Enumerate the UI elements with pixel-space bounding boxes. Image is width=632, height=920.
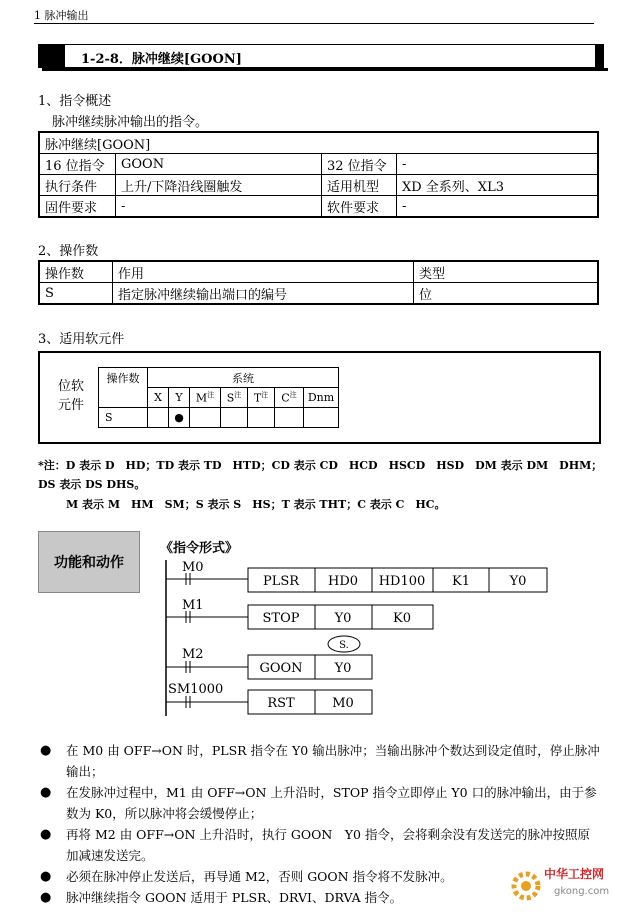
note-line-1: *注：D 表示 D HD；TD 表示 TD HTD；CD 表示 CD HCD HSCD HSD DM 表示 DM DHM； <box>38 459 603 472</box>
col-c: $C^注$ <box>275 388 304 408</box>
cell: 32 位指令 <box>322 154 397 175</box>
cell: 16 位指令 <box>39 154 116 175</box>
table-row <box>39 175 598 196</box>
cell: - <box>397 196 599 218</box>
ladder-rung <box>166 560 547 592</box>
cell <box>248 408 275 428</box>
watermark-url: gkong.com <box>554 886 610 897</box>
instruction-table <box>38 131 599 218</box>
cell <box>275 408 304 428</box>
section-bar-left-block <box>39 45 65 67</box>
contact-label: M1 <box>182 598 204 613</box>
section-bar-right-block <box>595 45 603 67</box>
cell <box>148 408 169 428</box>
list-item: ● 在发脉冲过程中，M1 由 OFF→ON 上升沿时，STOP 指令立即停止 Y0 口的脉冲输出，由于参数为 K0，所以脉冲将会缓慢停止； <box>40 782 600 824</box>
ladder-cell: M0 <box>332 696 354 711</box>
device-side-label <box>58 377 84 415</box>
header-cell: 操作数 <box>39 261 113 283</box>
list-item: ● 在 M0 由 OFF→ON 时，PLSR 指令在 Y0 输出脉冲；当输出脉冲个数达到设定值时，停止脉冲输出； <box>40 740 600 782</box>
cell: 上升/下降沿线圈触发 <box>116 175 322 196</box>
table-row <box>39 283 598 305</box>
ladder-cell: PLSR <box>262 574 300 589</box>
header-cell: 作用 <box>113 261 414 283</box>
col-y: Y <box>169 388 190 408</box>
contact-label: SM1000 <box>168 682 224 697</box>
s1-desc: 脉冲继续脉冲输出的指令。 <box>52 115 209 130</box>
instruction-form-title: 《指令形式》 <box>160 541 239 556</box>
table-row <box>39 154 598 175</box>
function-label-box: 功能和动作 <box>38 531 140 593</box>
bullet-icon: ● <box>40 785 52 800</box>
cell: 适用机型 <box>322 175 397 196</box>
list-item: ● 脉冲继续指令 GOON 适用于 PLSR、DRVI、DRVA 指令。 <box>40 887 600 908</box>
cell: 固件要求 <box>39 196 116 218</box>
note-line-2: DS 表示 DS DHS。 <box>38 478 146 491</box>
chapter-header: 1 脉冲输出 <box>34 9 89 22</box>
contact-label: M0 <box>182 560 204 575</box>
table-row <box>39 196 598 218</box>
col-t: $T^注$ <box>248 388 275 408</box>
gear-logo-icon <box>508 862 618 906</box>
cell <box>190 408 221 428</box>
cell: S <box>39 283 113 305</box>
ladder-rung <box>166 598 433 629</box>
ladder-cell: Y0 <box>334 611 352 626</box>
s2-heading: 2、操作数 <box>38 244 99 259</box>
cell: 位 <box>414 283 599 305</box>
bullet-icon: ● <box>40 890 52 905</box>
cell: - <box>397 154 599 175</box>
cell <box>304 408 339 428</box>
col-x: X <box>148 388 169 408</box>
cell: 软件要求 <box>322 196 397 218</box>
bullet-icon: ● <box>40 869 52 884</box>
cell: - <box>116 196 322 218</box>
ladder-cell: STOP <box>262 611 300 626</box>
contact-label: M2 <box>182 647 204 662</box>
device-table <box>98 367 339 428</box>
side-label-line: 元件 <box>58 398 85 413</box>
note-line-3: M 表示 M HM SM；S 表示 S HS；T 表示 THT；C 表示 C HC。 <box>66 498 446 511</box>
bullet-icon: ● <box>40 827 52 842</box>
cell <box>221 408 248 428</box>
list-item: ● 必须在脉冲停止发送后，再导通 M2，否则 GOON 指令将不发脉冲。 <box>40 866 600 887</box>
ladder-rung <box>166 636 372 679</box>
ladder-cell: K0 <box>393 611 411 626</box>
header-rule <box>34 23 594 24</box>
ladder-cell: GOON <box>259 661 303 676</box>
cell: ● <box>169 408 190 428</box>
section-title: 1-2-8．脉冲继续[GOON] <box>81 52 242 67</box>
section-title-bar <box>38 44 604 68</box>
cell: 指定脉冲继续输出端口的编号 <box>113 283 414 305</box>
source-tag: S. <box>339 640 349 651</box>
ladder-cell: HD100 <box>378 574 426 589</box>
ladder-cell: Y0 <box>509 574 527 589</box>
s1-heading: 1、指令概述 <box>38 94 112 109</box>
s3-heading: 3、适用软元件 <box>38 332 125 347</box>
table-row <box>99 408 339 428</box>
operand-table <box>38 260 599 305</box>
cell: GOON <box>116 154 322 175</box>
watermark <box>508 862 618 910</box>
cell: XD 全系列、XL3 <box>397 175 599 196</box>
col-s: $S^注$ <box>221 388 248 408</box>
ladder-cell: HD0 <box>327 574 359 589</box>
ladder-rung <box>166 682 372 714</box>
col-system: 系统 <box>148 368 339 388</box>
cell: 执行条件 <box>39 175 116 196</box>
side-label-line: 位软 <box>58 379 85 394</box>
ladder-cell: K1 <box>452 574 470 589</box>
list-item: ● 再将 M2 由 OFF→ON 上升沿时，执行 GOON Y0 指令，会将剩余没有发送完的脉冲按照原加减速发送完。 <box>40 824 600 866</box>
table-header-row <box>39 261 598 283</box>
watermark-cn: 中华工控网 <box>544 867 605 881</box>
row-label: S <box>99 408 148 428</box>
bullet-icon: ● <box>40 743 52 758</box>
col-m: $M^注$ <box>190 388 221 408</box>
ladder-cell: Y0 <box>334 661 352 676</box>
instruction-table-title: 脉冲继续[GOON] <box>39 132 598 154</box>
ladder-cell: RST <box>267 696 295 711</box>
ladder-diagram <box>150 556 560 722</box>
header-cell: 类型 <box>414 261 599 283</box>
col-dnm: Dnm <box>304 388 339 408</box>
section-bar-shadow <box>42 68 608 71</box>
col-operand: 操作数 <box>99 368 148 408</box>
